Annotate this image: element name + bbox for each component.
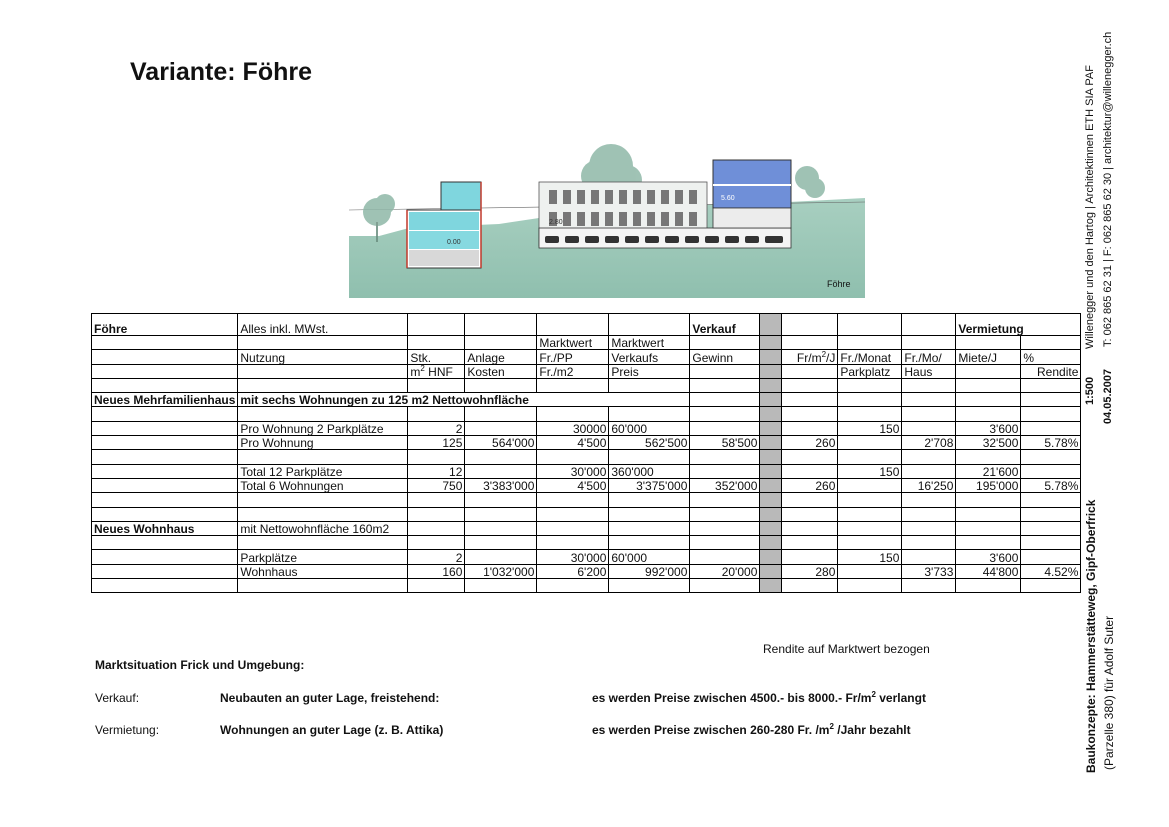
header-rendite: Rendite [1021,364,1081,378]
cell-miete: 44'800 [956,564,1021,578]
table-row [92,550,1081,564]
cell-frmonat [838,478,902,492]
cell-stk: 125 [408,436,465,450]
cell-frm2j: 260 [782,436,838,450]
cell-frm2: 6'200 [537,564,609,578]
header-parkplatz: Parkplatz [838,364,902,378]
rent-label: Vermietung: [95,723,160,737]
sale-price-text: es werden Preise zwischen 4500.- bis 8000.- $Fr/m^2$ verlangt [592,690,926,705]
cell-preis: 60'000 [609,421,690,435]
cell-preis: 562'500 [609,436,690,450]
header-gewinn: Gewinn [690,350,760,364]
header-nutzung: Nutzung [238,350,408,364]
header-verkaufs: Verkaufs [609,350,690,364]
rent-price-text: es werden Preise zwischen 260-280 Fr. $/m^2$ /Jahr bezahlt [592,722,911,737]
table-row [92,421,1081,435]
project-client: (Parzelle 380) für Adolf Suter [1102,615,1116,770]
sale-label: Verkauf: [95,691,140,705]
cell-stk: 2 [408,421,465,435]
level-label-right: 5.60 [721,195,735,202]
cell-anlage [465,550,537,564]
cell-haus: 2'708 [902,436,956,450]
cell-preis: 3'375'000 [609,478,690,492]
table-row [92,464,1081,478]
office-name: Willenegger und den Hartog | Architektinnen ETH SIA PAF [1084,65,1096,349]
page-title: Variante: Föhre [130,58,312,86]
level-label-left: 0.00 [447,239,461,246]
cell-gewinn: 352'000 [690,478,760,492]
cell-haus [902,464,956,478]
elevation-drawing [349,140,865,298]
cell-miete: 3'600 [956,550,1021,564]
cell-frm2j: 280 [782,564,838,578]
cell-frmonat: 150 [838,464,902,478]
row-label: Pro Wohnung [238,436,408,450]
cell-frmonat: 150 [838,421,902,435]
row-label: Parkplätze [238,550,408,564]
cell-frmonat [838,564,902,578]
row-label: Wohnhaus [238,564,408,578]
cell-anlage [465,464,537,478]
vat-note: Alles inkl. MWst. [238,314,408,336]
table-title: Föhre [92,314,238,336]
header-pct: % [1021,350,1081,364]
section-2-subtitle: mit Nettowohnfläche 160m2 [238,521,408,535]
group-verkauf: Verkauf [690,314,760,336]
cell-frm2j [782,464,838,478]
section-1-title: Neues Mehrfamilienhaus [92,393,238,407]
header-m2hnf: $m^2$ HNF [408,364,465,378]
cell-rendite [1021,550,1081,564]
market-heading: Marktsituation Frick und Umgebung: [95,658,305,672]
cell-frm2: 30'000 [537,464,609,478]
header-frm2j: $Fr/m^2/J$ [782,350,838,364]
cell-rendite [1021,421,1081,435]
cell-frm2: 4'500 [537,436,609,450]
cell-frm2j [782,550,838,564]
calculation-table [91,313,1081,593]
level-label-mid: 2.80 [549,219,563,226]
rent-description: Wohnungen an guter Lage (z. B. Attika) [220,723,444,737]
cell-stk: 750 [408,478,465,492]
cell-miete: 32'500 [956,436,1021,450]
cell-haus [902,550,956,564]
cell-rendite: 4.52% [1021,564,1081,578]
header-frmonat: Fr./Monat [838,350,902,364]
section-1-subtitle: mit sechs Wohnungen zu 125 m2 Nettowohnfläche [238,393,690,407]
header-stk: Stk. [408,350,465,364]
cell-anlage [465,421,537,435]
cell-preis: 992'000 [609,564,690,578]
cell-rendite [1021,464,1081,478]
group-vermietung: Vermietung [956,314,1081,336]
row-label: Pro Wohnung 2 Parkplätze [238,421,408,435]
row-label: Total 6 Wohnungen [238,478,408,492]
header-frmo: Fr./Mo/ [902,350,956,364]
cell-frm2j [782,421,838,435]
cell-rendite: 5.78% [1021,478,1081,492]
cell-stk: 160 [408,564,465,578]
row-label: Total 12 Parkplätze [238,464,408,478]
table-row [92,564,1081,578]
section-2-title: Neues Wohnhaus [92,521,238,535]
rendite-note: Rendite auf Marktwert bezogen [763,642,930,656]
cell-preis: 60'000 [609,550,690,564]
cell-frm2: 30000 [537,421,609,435]
cell-frm2: 30'000 [537,550,609,564]
header-frpp: Fr./PP [537,350,609,364]
header-mietej: Miete/J [956,350,1021,364]
scale-label: 1:500 [1084,376,1096,405]
table-row [92,478,1081,492]
cell-anlage: 1'032'000 [465,564,537,578]
cell-frmonat: 150 [838,550,902,564]
header-marktwert-2: Marktwert [609,336,690,350]
project-title: Baukonzepte: Hammerstätteweg, Gipf-Oberfrick [1084,499,1098,773]
cell-gewinn [690,421,760,435]
header-marktwert-1: Marktwert [537,336,609,350]
header-kosten: Kosten [465,364,537,378]
cell-haus [902,421,956,435]
cell-miete: 195'000 [956,478,1021,492]
cell-stk: 12 [408,464,465,478]
cell-miete: 3'600 [956,421,1021,435]
header-frm2: Fr./m2 [537,364,609,378]
office-contact: T: 062 865 62 31 | F: 062 865 62 30 | architektur@willenegger.ch [1102,31,1114,347]
header-preis: Preis [609,364,690,378]
cell-preis: 360'000 [609,464,690,478]
date-label: 04.05.2007 [1102,368,1114,424]
cell-rendite: 5.78% [1021,436,1081,450]
cell-gewinn [690,464,760,478]
cell-stk: 2 [408,550,465,564]
drawing-caption: Föhre [827,279,851,289]
cell-miete: 21'600 [956,464,1021,478]
header-haus: Haus [902,364,956,378]
cell-frmonat [838,436,902,450]
table-row [92,436,1081,450]
cell-gewinn [690,550,760,564]
header-anlage: Anlage [465,350,537,364]
cell-gewinn: 58'500 [690,436,760,450]
cell-haus: 16'250 [902,478,956,492]
cell-frm2j: 260 [782,478,838,492]
cell-gewinn: 20'000 [690,564,760,578]
cell-anlage: 564'000 [465,436,537,450]
cell-frm2: 4'500 [537,478,609,492]
cell-anlage: 3'383'000 [465,478,537,492]
cell-haus: 3'733 [902,564,956,578]
sale-description: Neubauten an guter Lage, freistehend: [220,691,440,705]
